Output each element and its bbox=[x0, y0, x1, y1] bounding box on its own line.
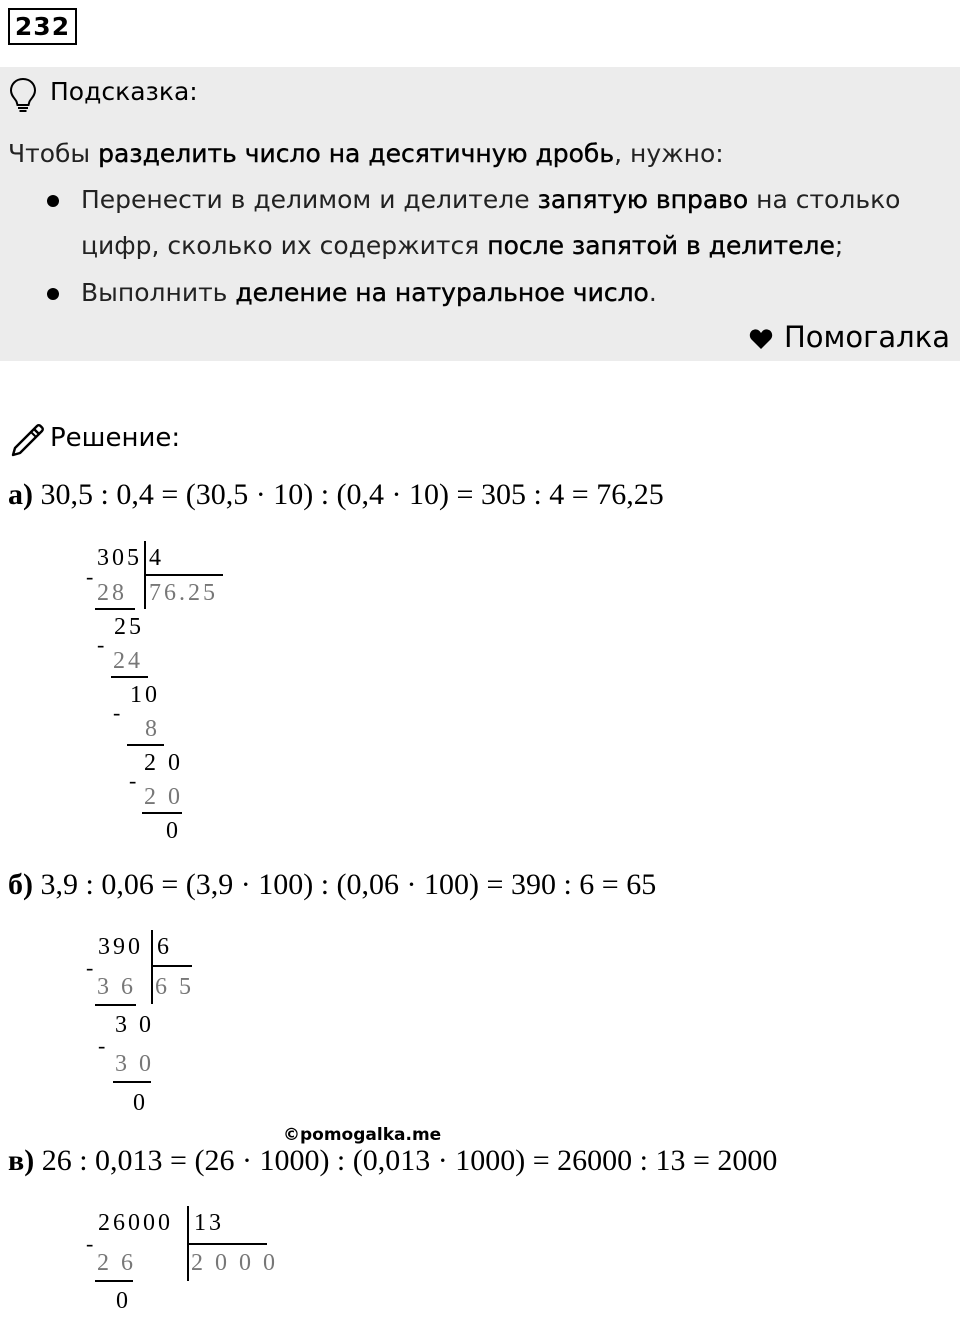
subtrahend: 2 0 bbox=[144, 784, 183, 810]
subtract-line bbox=[113, 1081, 151, 1083]
divisor-line bbox=[187, 1243, 267, 1245]
solution-c: в) 26 : 0,013 = (26 · 1000) : (0,013 · 1000) = 26000 : 13 = 2000 bbox=[8, 1144, 778, 1177]
hint-title: Подсказка: bbox=[50, 77, 198, 106]
remainder: 25 bbox=[114, 614, 144, 640]
task-number: 232 bbox=[8, 8, 77, 45]
divisor-line bbox=[144, 574, 223, 576]
dividend: 305 bbox=[97, 545, 142, 571]
subtrahend: 8 bbox=[145, 716, 160, 742]
bullet-2 bbox=[47, 288, 59, 300]
bullet-1 bbox=[47, 195, 59, 207]
divisor: 4 bbox=[149, 545, 164, 571]
subtrahend: 2 6 bbox=[97, 1250, 136, 1276]
hint-bullet-1-line-1: Перенести в делимом и делителе запятую вправо на столько bbox=[81, 185, 901, 214]
heart-icon bbox=[749, 328, 773, 350]
subtract-line bbox=[95, 1004, 136, 1006]
subtract-line bbox=[95, 1280, 133, 1282]
subtract-line bbox=[111, 676, 148, 678]
minus-sign: - bbox=[86, 1231, 94, 1256]
quotient: 2 0 0 0 bbox=[191, 1250, 278, 1276]
subtract-line bbox=[127, 744, 164, 746]
hint-intro: Чтобы разделить число на десятичную дробь, нужно: bbox=[8, 139, 724, 168]
lightbulb-icon bbox=[9, 77, 37, 113]
solution-a: а) 30,5 : 0,4 = (30,5 · 10) : (0,4 · 10) = 305 : 4 = 76,25 bbox=[8, 478, 664, 511]
subtract-line bbox=[142, 812, 182, 814]
watermark: ©pomogalka.me bbox=[283, 1125, 442, 1145]
minus-sign: - bbox=[113, 700, 121, 725]
hint-bullet-2: Выполнить деление на натуральное число. bbox=[81, 278, 657, 307]
solution-b: б) 3,9 : 0,06 = (3,9 · 100) : (0,06 · 100) = 390 : 6 = 65 bbox=[8, 868, 657, 901]
hint-box bbox=[0, 67, 960, 361]
remainder: 0 bbox=[133, 1090, 148, 1116]
minus-sign: - bbox=[86, 564, 94, 589]
solution-title: Решение: bbox=[50, 423, 181, 453]
remainder: 3 0 bbox=[115, 1012, 154, 1038]
hint-bullet-1-line-2: цифр, сколько их содержится после запятой в делителе; bbox=[81, 231, 844, 260]
remainder: 0 bbox=[166, 818, 181, 844]
divisor-line bbox=[151, 965, 192, 967]
minus-sign: - bbox=[97, 632, 105, 657]
quotient: 6 5 bbox=[155, 974, 194, 1000]
minus-sign: - bbox=[129, 768, 137, 793]
quotient: 76.25 bbox=[149, 580, 218, 606]
remainder: 0 bbox=[116, 1288, 131, 1314]
divisor: 6 bbox=[157, 934, 172, 960]
division-bar bbox=[151, 930, 153, 1004]
subtrahend: 3 0 bbox=[115, 1051, 154, 1077]
minus-sign: - bbox=[98, 1033, 106, 1058]
subtrahend: 3 6 bbox=[97, 974, 136, 1000]
remainder: 10 bbox=[130, 682, 160, 708]
pencil-icon bbox=[9, 421, 45, 457]
divisor: 13 bbox=[194, 1210, 224, 1236]
remainder: 2 0 bbox=[144, 750, 183, 776]
subtrahend: 28 bbox=[97, 580, 127, 606]
subtrahend: 24 bbox=[113, 648, 143, 674]
subtract-line bbox=[95, 608, 135, 610]
minus-sign: - bbox=[86, 955, 94, 980]
dividend: 26000 bbox=[98, 1210, 173, 1236]
dividend: 390 bbox=[98, 934, 143, 960]
brand-label: Помогалка bbox=[784, 320, 950, 354]
